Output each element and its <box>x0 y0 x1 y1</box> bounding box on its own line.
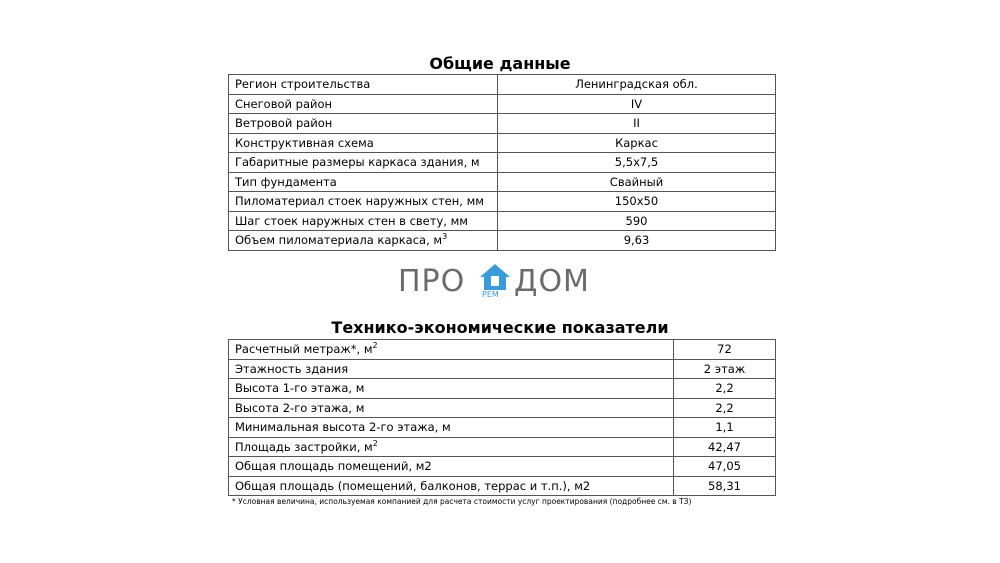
row-label-text: Этажность здания <box>235 361 349 376</box>
table-row <box>229 133 776 153</box>
row-value: Ленинградская обл. <box>498 75 776 95</box>
row-value: 590 <box>498 211 776 231</box>
table-row <box>229 192 776 212</box>
row-value: 1,1 <box>674 418 776 438</box>
row-label <box>229 340 674 360</box>
row-value: IV <box>498 94 776 114</box>
table-row <box>229 457 776 477</box>
row-label-text: Ветровой район <box>235 116 333 130</box>
pro-dom-logo <box>398 262 602 302</box>
table-row <box>229 398 776 418</box>
row-value: 2 этаж <box>674 359 776 379</box>
row-value: 2,2 <box>674 398 776 418</box>
row-label <box>229 75 498 95</box>
table-row <box>229 114 776 134</box>
table-row <box>229 153 776 173</box>
row-label-text: Объем пиломатериала каркаса, м <box>235 233 443 247</box>
row-label <box>229 211 498 231</box>
row-label <box>229 437 674 457</box>
table-row <box>229 340 776 360</box>
row-label <box>229 153 498 173</box>
unit-superscript: 2 <box>372 341 378 351</box>
row-value: 9,63 <box>498 231 776 251</box>
table-row <box>229 94 776 114</box>
row-label <box>229 192 498 212</box>
row-label-text: Конструктивная схема <box>235 135 374 150</box>
unit-superscript: 3 <box>442 232 448 242</box>
row-label <box>229 418 674 438</box>
logo-left-text: ПРО <box>398 264 466 299</box>
table-row <box>229 75 776 95</box>
table-row <box>229 379 776 399</box>
row-value: Свайный <box>498 172 776 192</box>
row-label-text: Высота 2-го этажа, м <box>235 400 365 415</box>
row-value: II <box>498 114 776 134</box>
row-value: 5,5х7,5 <box>498 153 776 173</box>
row-label-text: Общая площадь (помещений, балконов, террас и т.п.), м2 <box>235 478 591 493</box>
row-label-text: Расчетный метраж*, м <box>235 342 373 356</box>
row-label-text: Площадь застройки, м <box>235 439 373 454</box>
row-label-text: Тип фундамента <box>235 174 337 189</box>
footnote: * Условная величина, используемая компанией для расчета стоимости услуг проектирования (подробнее см. в ТЗ) <box>232 497 692 506</box>
row-value: Каркас <box>498 133 776 153</box>
row-label <box>229 476 674 496</box>
unit-superscript: 2 <box>372 438 378 448</box>
row-label <box>229 398 674 418</box>
row-value: 58,31 <box>674 476 776 496</box>
row-label-text: Высота 1-го этажа, м <box>235 381 365 395</box>
general-data-title: Общие данные <box>429 54 571 73</box>
row-label <box>229 133 498 153</box>
row-label <box>229 114 498 134</box>
general-data-table <box>228 74 776 251</box>
table-row <box>229 476 776 496</box>
row-value: 47,05 <box>674 457 776 477</box>
row-value: 42,47 <box>674 437 776 457</box>
row-label-text: Регион строительства <box>235 77 371 91</box>
table-row <box>229 437 776 457</box>
row-label <box>229 359 674 379</box>
row-label-text: Снеговой район <box>235 96 333 111</box>
tep-table <box>228 339 776 496</box>
row-value: 72 <box>674 340 776 360</box>
table-row <box>229 231 776 251</box>
row-value: 150х50 <box>498 192 776 212</box>
row-label-text: Пиломатериал стоек наружных стен, мм <box>235 194 484 208</box>
row-label-text: Габаритные размеры каркаса здания, м <box>235 155 480 169</box>
row-label-text: Шаг стоек наружных стен в свету, мм <box>235 213 468 228</box>
table-row <box>229 172 776 192</box>
row-label <box>229 94 498 114</box>
table-row <box>229 359 776 379</box>
row-label-text: Минимальная высота 2-го этажа, м <box>235 420 451 434</box>
row-value: 2,2 <box>674 379 776 399</box>
row-label <box>229 379 674 399</box>
row-label <box>229 231 498 251</box>
row-label <box>229 457 674 477</box>
table-row <box>229 418 776 438</box>
table-row <box>229 211 776 231</box>
logo-right-text: ДОМ <box>514 264 590 299</box>
tep-title: Технико-экономические показатели <box>331 318 669 337</box>
row-label-text: Общая площадь помещений, м2 <box>235 459 432 473</box>
row-label <box>229 172 498 192</box>
logo-sub-text: РЕМ <box>482 290 499 299</box>
